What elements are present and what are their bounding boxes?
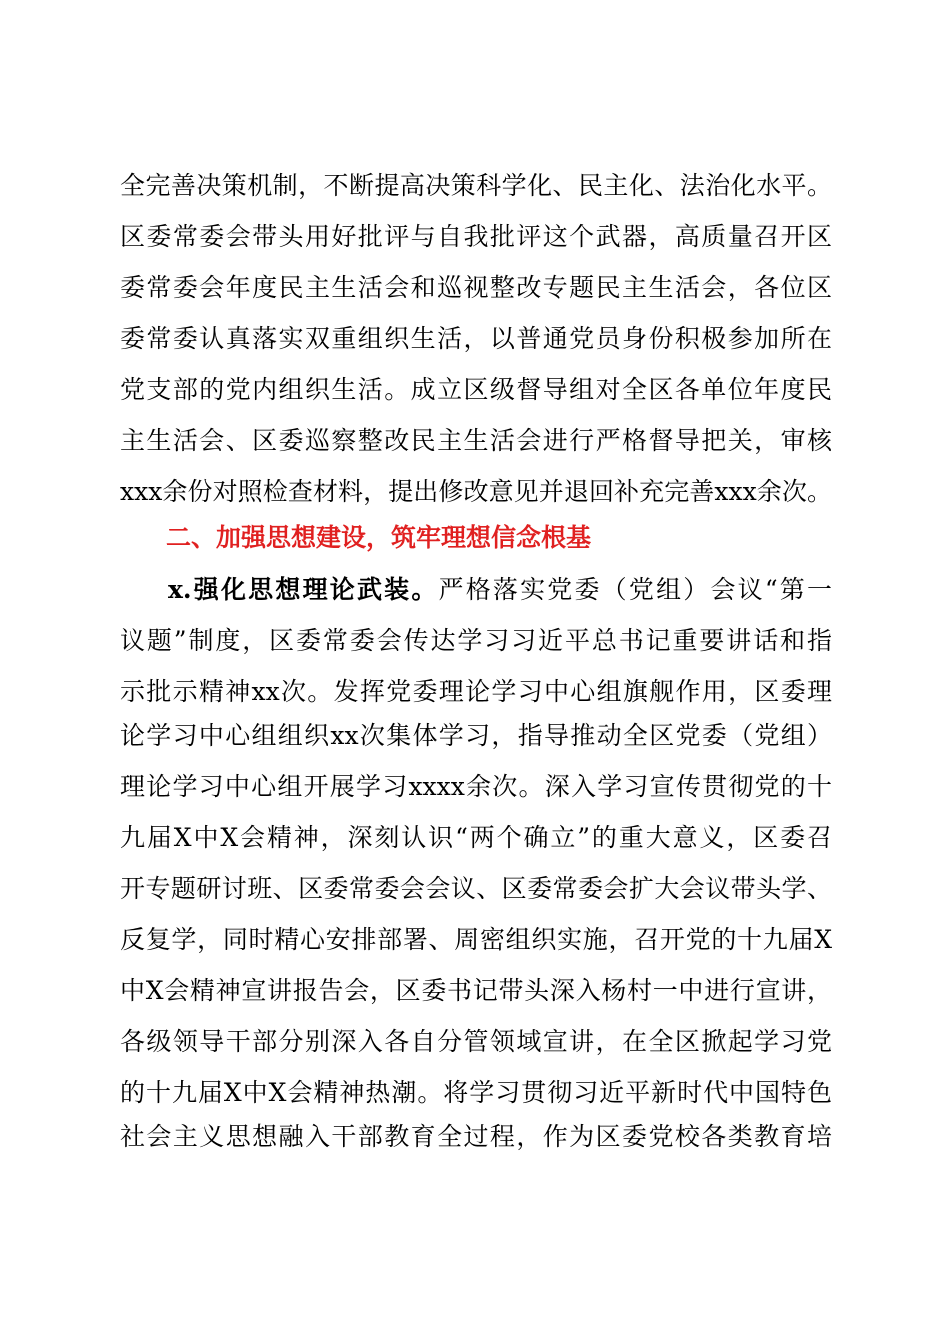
paragraph-2-line: 论学习中心组组织xx次集体学习，指导推动全区党委（党组） (120, 721, 832, 750)
paragraph-2-line: 社会主义思想融入干部教育全过程，作为区委党校各类教育培 (120, 1122, 832, 1151)
paragraph-1-line: 委常委会年度民主生活会和巡视整改专题民主生活会，各位区 (120, 273, 832, 302)
paragraph-1-line: 党支部的党内组织生活。成立区级督导组对全区各单位年度民 (120, 375, 832, 404)
paragraph-2-first-line (168, 570, 832, 610)
paragraph-2-line: 开专题研讨班、区委常委会会议、区委常委会扩大会议带头学、 (120, 874, 832, 903)
paragraph-1-line: 委常委认真落实双重组织生活，以普通党员身份积极参加所在 (120, 324, 832, 353)
paragraph-1-line: 主生活会、区委巡察整改民主生活会进行严格督导把关，审核 (120, 426, 832, 455)
paragraph-2-line: 九届X中X会精神，深刻认识“两个确立”的重大意义，区委召 (120, 823, 832, 852)
section-heading: 二、加强思想建设，筑牢理想信念根基 (166, 523, 592, 552)
paragraph-2-line: 中X会精神宣讲报告会，区委书记带头深入杨村一中进行宣讲， (120, 976, 832, 1005)
paragraph-1-line: 区委常委会带头用好批评与自我批评这个武器，高质量召开区 (120, 222, 832, 251)
paragraph-2-line: 反复学，同时精心安排部署、周密组织实施，召开党的十九届X (120, 925, 832, 954)
paragraph-1-line: xxx余份对照检查材料，提出修改意见并退回补充完善xxx余次。 (120, 477, 832, 506)
paragraph-2-line: 议题”制度，区委常委会传达学习习近平总书记重要讲话和指 (120, 626, 832, 655)
paragraph-2-lead: x.强化思想理论武装。 (168, 575, 439, 604)
paragraph-2-line: 理论学习中心组开展学习xxxx余次。深入学习宣传贯彻党的十 (120, 772, 832, 801)
paragraph-2-line: 示批示精神xx次。发挥党委理论学习中心组旗舰作用，区委理 (120, 677, 832, 706)
paragraph-1-line: 全完善决策机制，不断提高决策科学化、民主化、法治化水平。 (120, 171, 832, 200)
paragraph-2-line: 的十九届X中X会精神热潮。将学习贯彻习近平新时代中国特色 (120, 1078, 832, 1107)
paragraph-2-first-line-rest: 严格落实党委（党组）会议“第一 (438, 575, 832, 604)
paragraph-2-line: 各级领导干部分别深入各自分管领域宣讲，在全区掀起学习党 (120, 1027, 832, 1056)
